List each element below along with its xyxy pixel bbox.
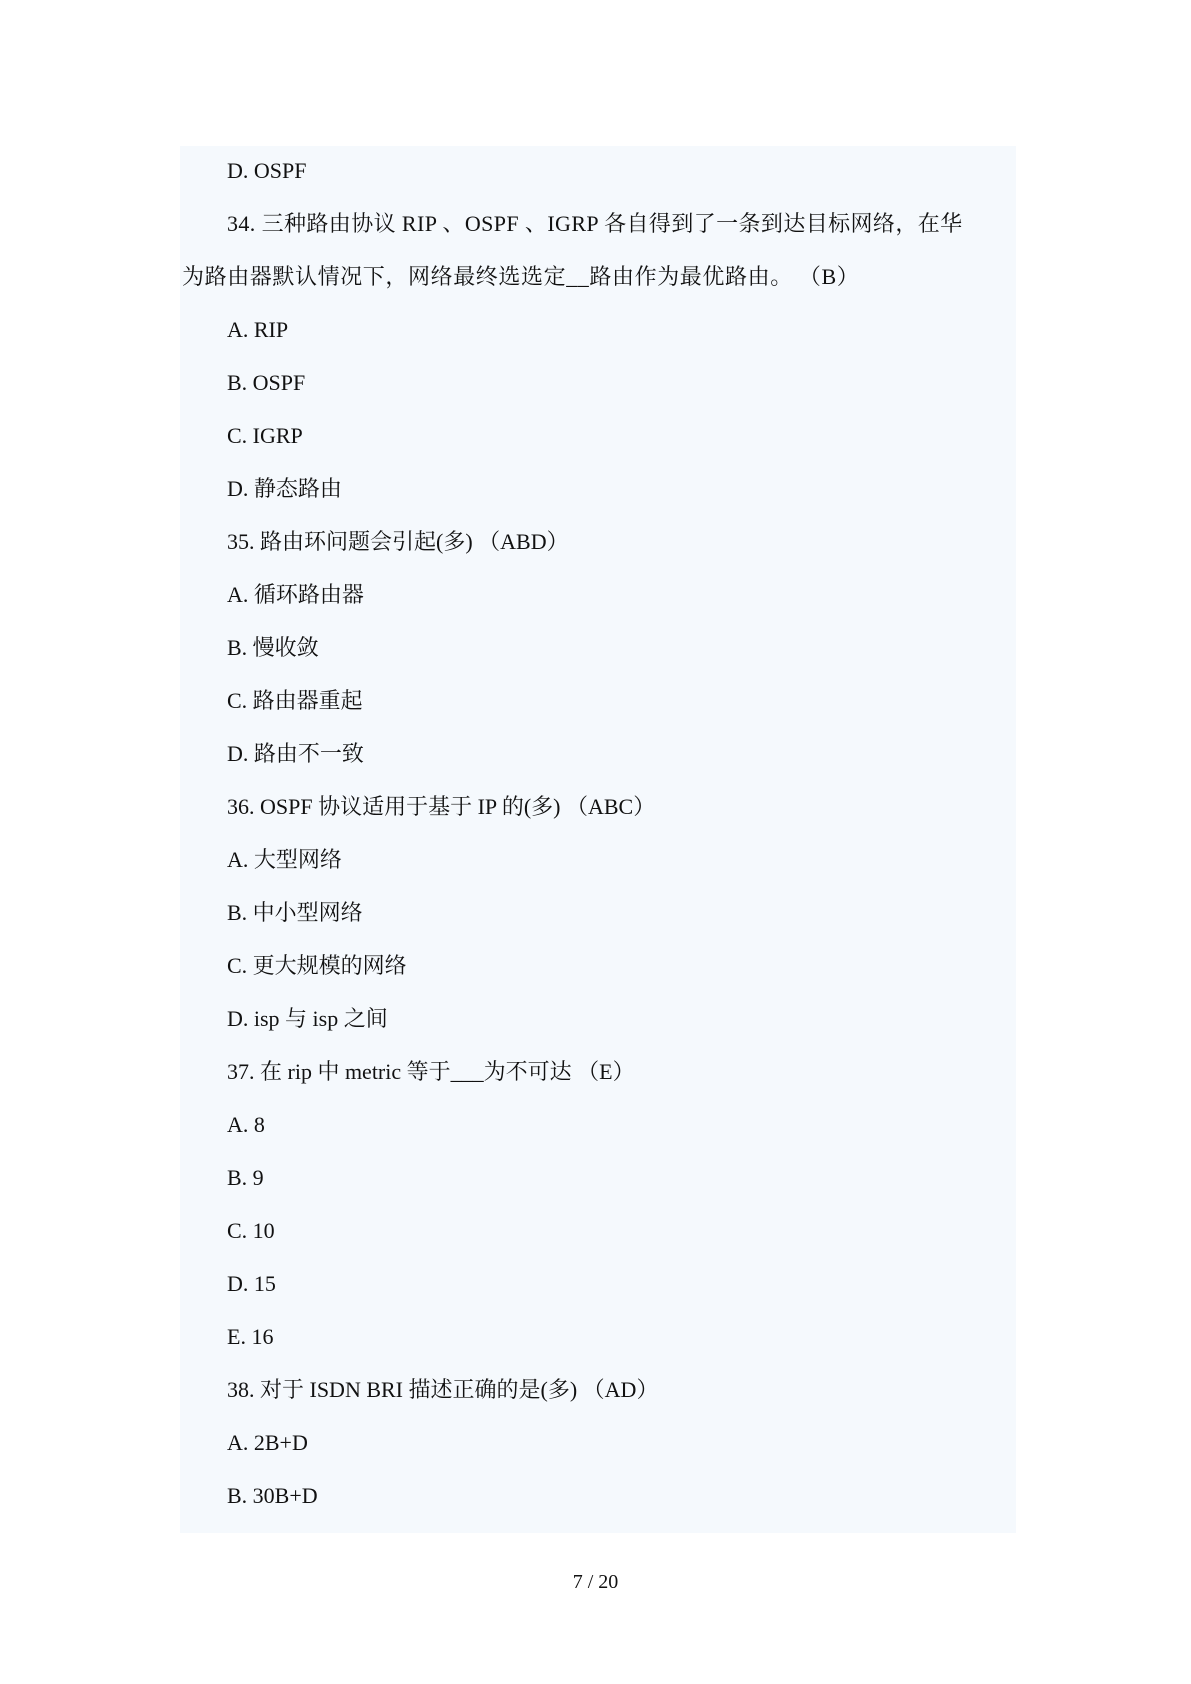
- q38-option-b: B. 30B+D: [227, 1483, 318, 1508]
- q36-option-a: A. 大型网络: [227, 847, 342, 872]
- q35-option-c: C. 路由器重起: [227, 688, 363, 713]
- q36-option-d: D. isp 与 isp 之间: [227, 1006, 388, 1031]
- q37-option-a: A. 8: [227, 1112, 265, 1137]
- q37-option-b: B. 9: [227, 1165, 264, 1190]
- q33-option-d: D. OSPF: [227, 158, 307, 183]
- q35-option-b: B. 慢收敛: [227, 635, 319, 660]
- q34-option-b: B. OSPF: [227, 370, 306, 395]
- q35-stem: 35. 路由环问题会引起(多) （ABD）: [227, 529, 569, 554]
- q34-stem-line-1: 34. 三种路由协议 RIP 、OSPF 、IGRP 各自得到了一条到达目标网络，在华: [227, 211, 963, 236]
- q38-option-a: A. 2B+D: [227, 1430, 308, 1455]
- q34-option-a: A. RIP: [227, 317, 289, 342]
- document-content-area: [180, 146, 1016, 1533]
- q37-stem: 37. 在 rip 中 metric 等于___为不可达 （E）: [227, 1059, 635, 1084]
- q34-option-d: D. 静态路由: [227, 476, 342, 501]
- q36-option-c: C. 更大规模的网络: [227, 953, 407, 978]
- q35-option-d: D. 路由不一致: [227, 741, 364, 766]
- page-number: 7 / 20: [572, 1571, 619, 1593]
- q37-option-e: E. 16: [227, 1324, 274, 1349]
- q34-stem-line-2: 为路由器默认情况下，网络最终选选定__路由作为最优路由。 （B）: [182, 264, 860, 289]
- q36-stem: 36. OSPF 协议适用于基于 IP 的(多) （ABC）: [227, 794, 656, 819]
- q35-option-a: A. 循环路由器: [227, 582, 364, 607]
- q38-stem: 38. 对于 ISDN BRI 描述正确的是(多) （AD）: [227, 1377, 659, 1402]
- q37-option-c: C. 10: [227, 1218, 275, 1243]
- q37-option-d: D. 15: [227, 1271, 276, 1296]
- q36-option-b: B. 中小型网络: [227, 900, 363, 925]
- q34-option-c: C. IGRP: [227, 423, 303, 448]
